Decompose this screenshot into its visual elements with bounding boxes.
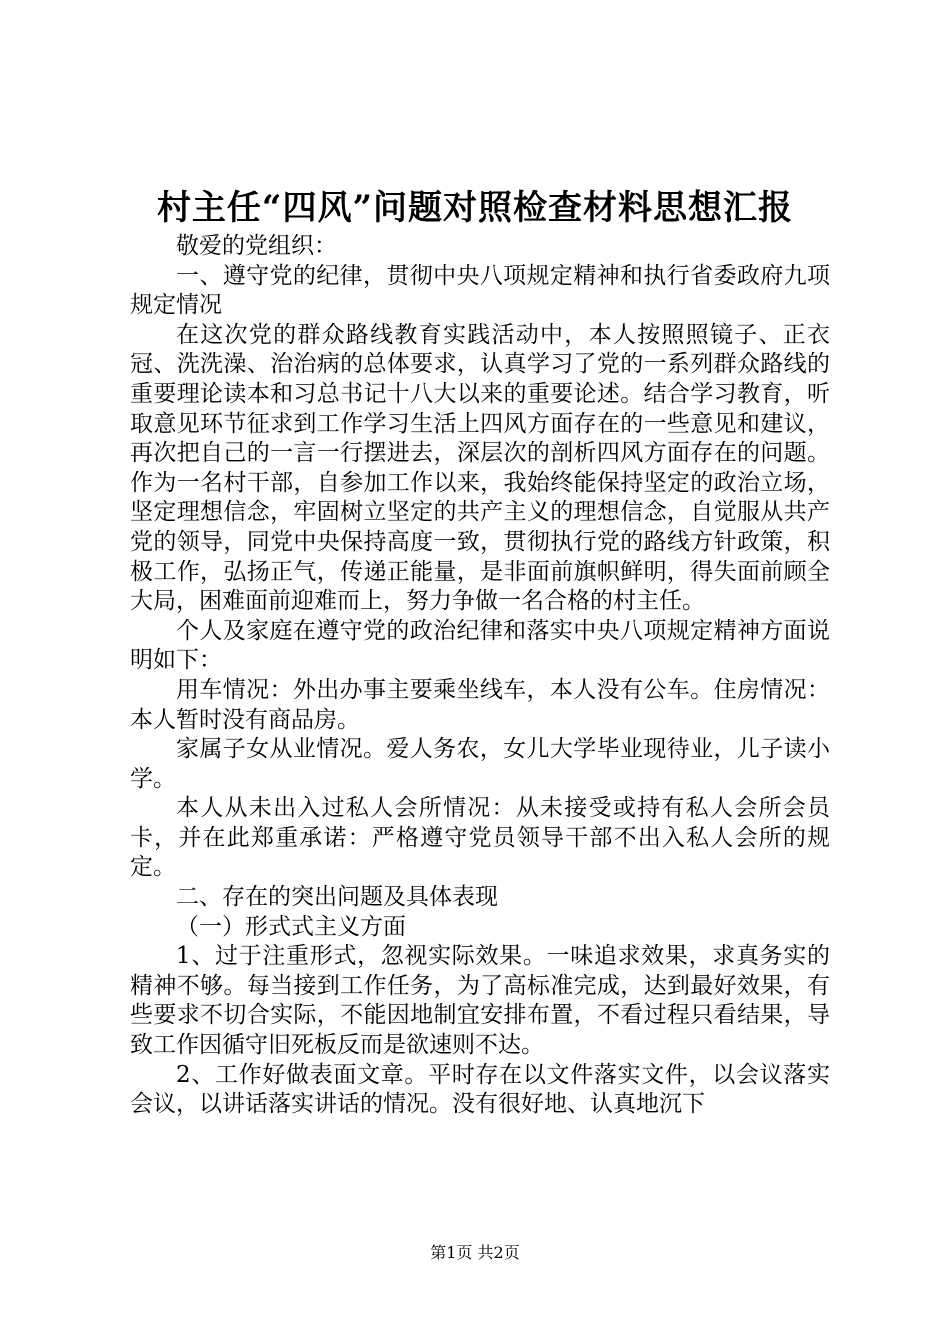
page-footer: 第1页 共2页 bbox=[430, 1243, 520, 1262]
body-paragraph: 在这次党的群众路线教育实践活动中，本人按照照镜子、正衣冠、洗洗澡、治治病的总体要求，认真学习了党的一系列群众路线的重要理论读本和习总书记十八大以来的重要论述。结合学习教育，听取意见环节征求到工作学习生活上四风方面存在的一些意见和建议，再次把自己的一言一行摆进去，深层次的剖析四风方面存在的问题。作为一名村干部，自参加工作以来，我始终能保持坚定的政治立场，坚定理想信念，牢固树立坚定的共产主义的理想信念，自觉服从共产党的领导，同党中央保持高度一致，贯彻执行党的路线方针政策，积极工作，弘扬正气，传递正能量，是非面前旗帜鲜明，得失面前顾全大局，困难面前迎难而上，努力争做一名合格的村主任。 bbox=[130, 321, 830, 615]
document-title: 村主任“四风”问题对照检查材料思想汇报 bbox=[156, 188, 794, 228]
section-heading-2: 二、存在的突出问题及具体表现 bbox=[176, 884, 498, 911]
body-paragraph: 1、过于注重形式，忽视实际效果。一味追求效果，求真务实的精神不够。每当接到工作任务，为了高标准完成，达到最好效果，有些要求不切合实际，不能因地制宜安排布置，不看过程只看结果，导致工作因循守旧死板反而是欲速则不达。 bbox=[130, 943, 830, 1059]
body-paragraph: 家属子女从业情况。爱人务农，女儿大学毕业现待业，儿子读小学。 bbox=[130, 736, 830, 792]
body-paragraph: 用车情况：外出办事主要乘坐线车，本人没有公车。住房情况：本人暂时没有商品房。 bbox=[130, 676, 830, 733]
body-paragraph: 个人及家庭在遵守党的政治纪律和落实中央八项规定精神方面说明如下： bbox=[130, 617, 830, 674]
subsection-heading: （一）形式式主义方面 bbox=[176, 913, 406, 940]
document-body bbox=[130, 232, 830, 1120]
body-paragraph: 本人从未出入过私人会所情况：从未接受或持有私人会所会员卡，并在此郑重承诺：严格遵守党员领导干部不出入私人会所的规定。 bbox=[130, 795, 830, 881]
salutation: 敬爱的党组织： bbox=[176, 233, 337, 259]
body-paragraph: 2、工作好做表面文章。平时存在以文件落实文件，以会议落实会议，以讲话落实讲话的情况。没有很好地、认真地沉下 bbox=[130, 1061, 830, 1118]
section-heading-1: 一、遵守党的纪律，贯彻中央八项规定精神和执行省委政府九项规定情况 bbox=[130, 262, 830, 319]
